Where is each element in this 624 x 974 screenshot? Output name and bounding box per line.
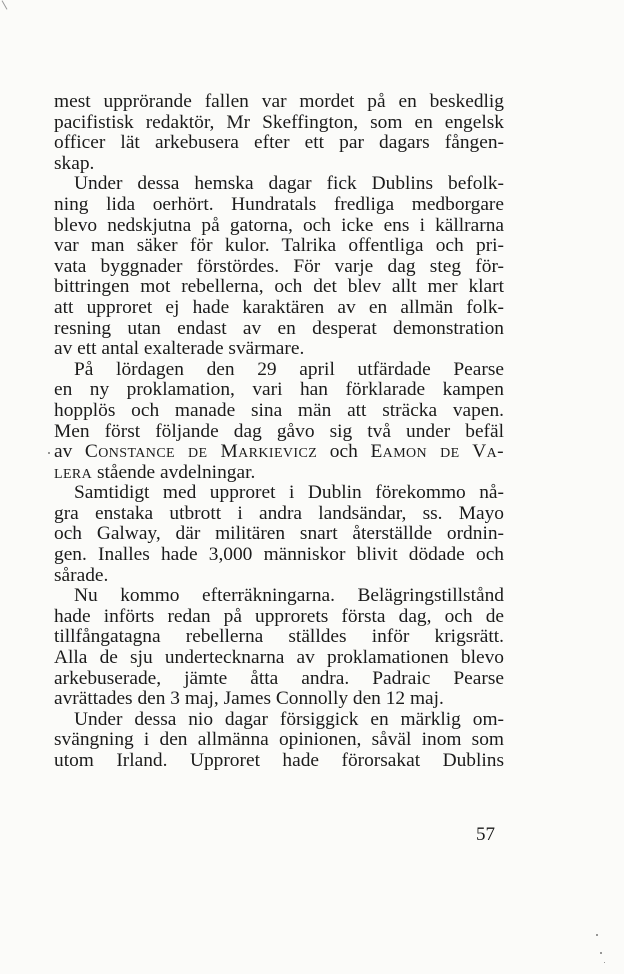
text-run: av <box>54 441 85 463</box>
text-line: officer lät arkebusera efter ett par dagars fången- <box>54 132 504 154</box>
text-line: bittringen mot rebellerna, och det blev allt mer klart <box>54 276 504 298</box>
text-line: Nu kommo efterräkningarna. Belägringstillstånd <box>74 585 504 607</box>
text-line: utom Irland. Upproret hade förorsakat Dublins <box>54 750 504 771</box>
person-name: Constance de Markievicz <box>84 441 318 463</box>
text-line: Men först följande dag gåvo sig två under befäl <box>54 420 504 442</box>
scan-speck <box>604 962 605 963</box>
text-line: var man säker för kulor. Talrika offentliga och pri- <box>54 235 504 257</box>
text-line: och Galway, där militären snart återställde ordnin- <box>54 523 504 545</box>
text-line: gen. Inalles hade 3,000 människor blivit dödade och <box>54 544 504 566</box>
scan-speck <box>596 934 598 936</box>
person-name: lera <box>54 461 93 483</box>
text-line: en ny proklamation, vari han förklarade kampen <box>54 379 504 401</box>
scan-speck <box>600 952 602 954</box>
text-line: På lördagen den 29 april utfärdade Pearse <box>74 358 504 380</box>
text-line: mest upprörande fallen var mordet på en beskedlig <box>54 91 504 112</box>
text-line: tillfångatagna rebellerna ställdes inför krigsrätt. <box>54 626 504 648</box>
text-line: hopplös och manade sina män att sträcka vapen. <box>54 399 504 421</box>
text-line: av ett antal exalterade svärmare. <box>54 338 305 360</box>
text-line: avrättades den 3 maj, James Connolly den 12 maj. <box>54 688 444 710</box>
text-line: Samtidigt med upproret i Dublin förekommo nå- <box>74 482 504 504</box>
body-text <box>54 92 504 772</box>
text-line: Under dessa hemska dagar fick Dublins befolk- <box>74 173 504 195</box>
text-line: Under dessa nio dagar försiggick en märklig om- <box>74 708 504 730</box>
text-line: gra enstaka utbrott i andra landsändar, ss. Mayo <box>54 502 504 524</box>
text-line: arkebuserade, jämte åtta andra. Padraic Pearse <box>54 667 504 689</box>
text-line: vata byggnader förstördes. För varje dag steg för- <box>54 255 504 277</box>
text-line: skap. <box>54 152 95 174</box>
scan-mark <box>2 0 8 9</box>
text-line-mixed <box>54 442 504 463</box>
text-line: att upproret ej hade karaktären av en allmän folk- <box>54 296 504 318</box>
scan-speck <box>48 452 50 454</box>
text-line: resning utan endast av en desperat demonstration <box>54 317 504 339</box>
text-line: sårade. <box>54 564 109 586</box>
text-run: stående avdelningar. <box>92 461 256 483</box>
text-line: ning lida oerhört. Hundratals fredliga medborgare <box>54 193 504 215</box>
person-name: Eamon de Va- <box>370 441 504 463</box>
text-line: pacifistisk redaktör, Mr Skeffington, som en engelsk <box>54 111 504 133</box>
text-line: svängning i den allmänna opinionen, såväl inom som <box>54 729 504 751</box>
text-line: blevo nedskjutna på gatorna, och icke ens i källrarna <box>54 214 504 236</box>
text-run: och <box>317 441 371 463</box>
text-line: Alla de sju undertecknarna av proklamationen blevo <box>54 647 504 669</box>
text-line-mixed <box>54 463 504 484</box>
text-line: hade införts redan på upprorets första dag, och de <box>54 605 504 627</box>
page-number: 57 <box>476 824 495 845</box>
